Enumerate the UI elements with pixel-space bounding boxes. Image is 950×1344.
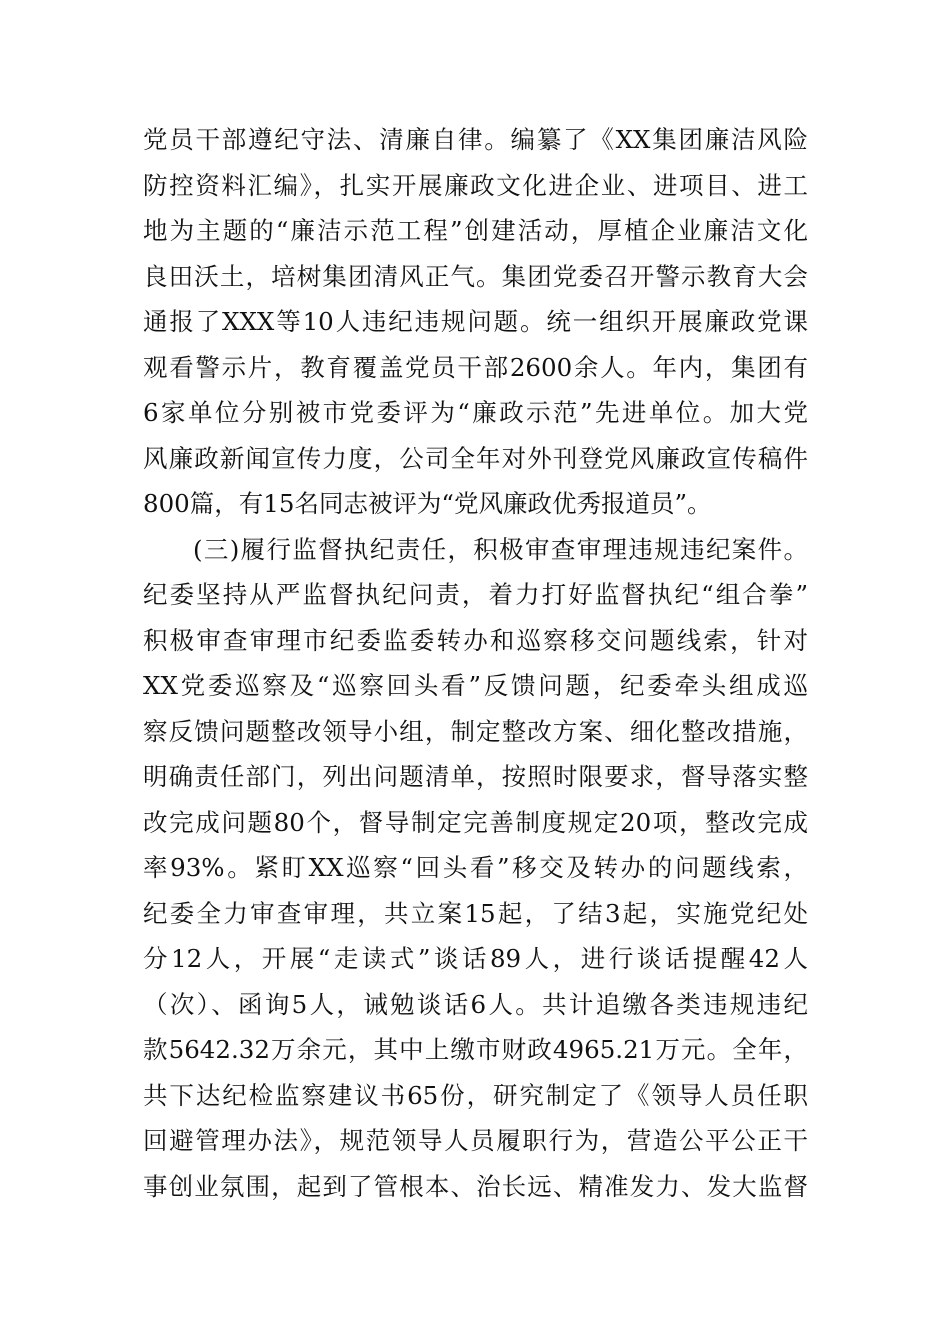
- text-line: 党员干部遵纪守法、清廉自律。编纂了《XX集团廉洁风险: [143, 125, 808, 154]
- text-line: 通报了XXX等10人违纪违规问题。统一组织开展廉政党课: [143, 307, 808, 336]
- body-text: [143, 117, 808, 1209]
- text-line: XX党委巡察及“巡察回头看”反馈问题，纪委牵头组成巡: [143, 671, 808, 700]
- text-line: 改完成问题80个，督导制定完善制度规定20项，整改完成: [143, 807, 808, 837]
- text-line: 回避管理办法》，规范领导人员履职行为，营造公平公正干: [143, 1126, 808, 1155]
- text-line: 款5642.32万余元，其中上缴市财政4965.21万元。全年，: [143, 1035, 808, 1064]
- text-line: 良田沃土，培树集团清风正气。集团党委召开警示教育大会: [143, 261, 808, 291]
- text-line: 察反馈问题整改领导小组，制定整改方案、细化整改措施，: [143, 716, 808, 746]
- text-line: 地为主题的“廉洁示范工程”创建活动，厚植企业廉洁文化: [143, 216, 808, 245]
- text-line: 风廉政新闻宣传力度，公司全年对外刊登党风廉政宣传稿件: [143, 443, 808, 473]
- text-line: （次）、函询5人，诫勉谈话6人。共计追缴各类违规违纪: [143, 989, 808, 1019]
- text-line: 纪委全力审查审理，共立案15起，了结3起，实施党纪处: [143, 898, 808, 928]
- text-line: 防控资料汇编》，扎实开展廉政文化进企业、进项目、进工: [143, 170, 808, 200]
- text-line: 积极审查审理市纪委监委转办和巡察移交问题线索，针对: [143, 625, 808, 655]
- text-line: 明确责任部门，列出问题清单，按照时限要求，督导落实整: [143, 762, 808, 791]
- text-line: 800篇，有15名同志被评为“党风廉政优秀报道员”。: [143, 489, 712, 518]
- text-line: 纪委坚持从严监督执纪问责，着力打好监督执纪“组合拳”: [143, 580, 808, 609]
- text-line: 共下达纪检监察建议书65份，研究制定了《领导人员任职: [143, 1080, 808, 1110]
- text-line: 率93%。紧盯XX巡察“回头看”移交及转办的问题线索，: [143, 853, 808, 882]
- text-line: 分12人，开展“走读式”谈话89人，进行谈话提醒42人: [143, 944, 808, 973]
- text-line: 观看警示片，教育覆盖党员干部2600余人。年内，集团有: [143, 352, 808, 382]
- text-line: 6家单位分别被市党委评为“廉政示范”先进单位。加大党: [143, 398, 808, 427]
- section-heading: (三)履行监督执纪责任，积极审查审理违规违纪案件。: [193, 534, 808, 564]
- text-line: 事创业氛围，起到了管根本、治长远、精准发力、发大监督: [143, 1171, 808, 1201]
